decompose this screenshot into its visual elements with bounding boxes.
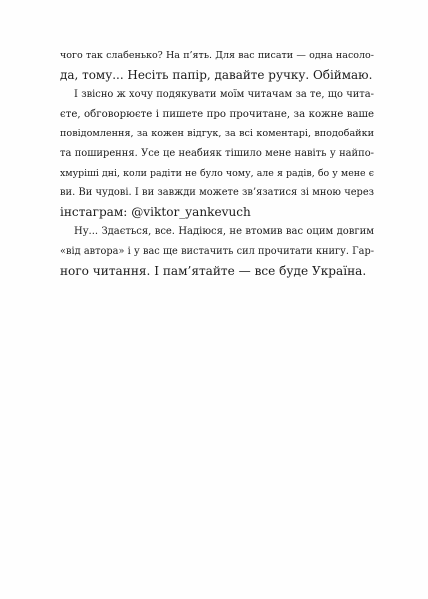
text-line: «від автора» і у вас ще вистачить сил прочитати книгу. Гар- xyxy=(60,245,374,257)
text-line: І звісно ж хочу подякувати моїм читачам за те, що чита- xyxy=(74,89,374,101)
paragraph-2 xyxy=(60,85,374,222)
text-line: да, тому... Несіть папір, давайте ручку. Обіймаю. xyxy=(60,67,373,82)
text-line: хмуріші дні, коли радіти не було чому, але я радів, бо у мене є xyxy=(60,167,374,179)
text-line: повідомлення, за кожен відгук, за всі коментарі, вподобайки xyxy=(60,128,374,140)
text-line: та поширення. Усе це неабияк тішило мене навіть у найпо- xyxy=(60,147,374,159)
text-line: ви. Ви чудові. І ви завжди можете зв’язатися зі мною через xyxy=(60,187,374,199)
text-line: чого так слабенько? На п’ять. Для вас писати — одна насоло- xyxy=(60,50,374,61)
paragraph-3 xyxy=(60,222,374,281)
text-line: інстаграм: @viktor_yankevuch xyxy=(60,204,251,219)
paragraph-1 xyxy=(60,46,374,85)
text-line: Ну... Здається, все. Надіюся, не втомив вас оцим довгим xyxy=(74,226,374,238)
text-line: єте, обговорюєте і пишете про прочитане, за кожне ваше xyxy=(60,108,374,120)
text-block xyxy=(60,46,374,281)
text-line: ного читання. І пам’ятайте — все буде Україна. xyxy=(60,263,367,278)
